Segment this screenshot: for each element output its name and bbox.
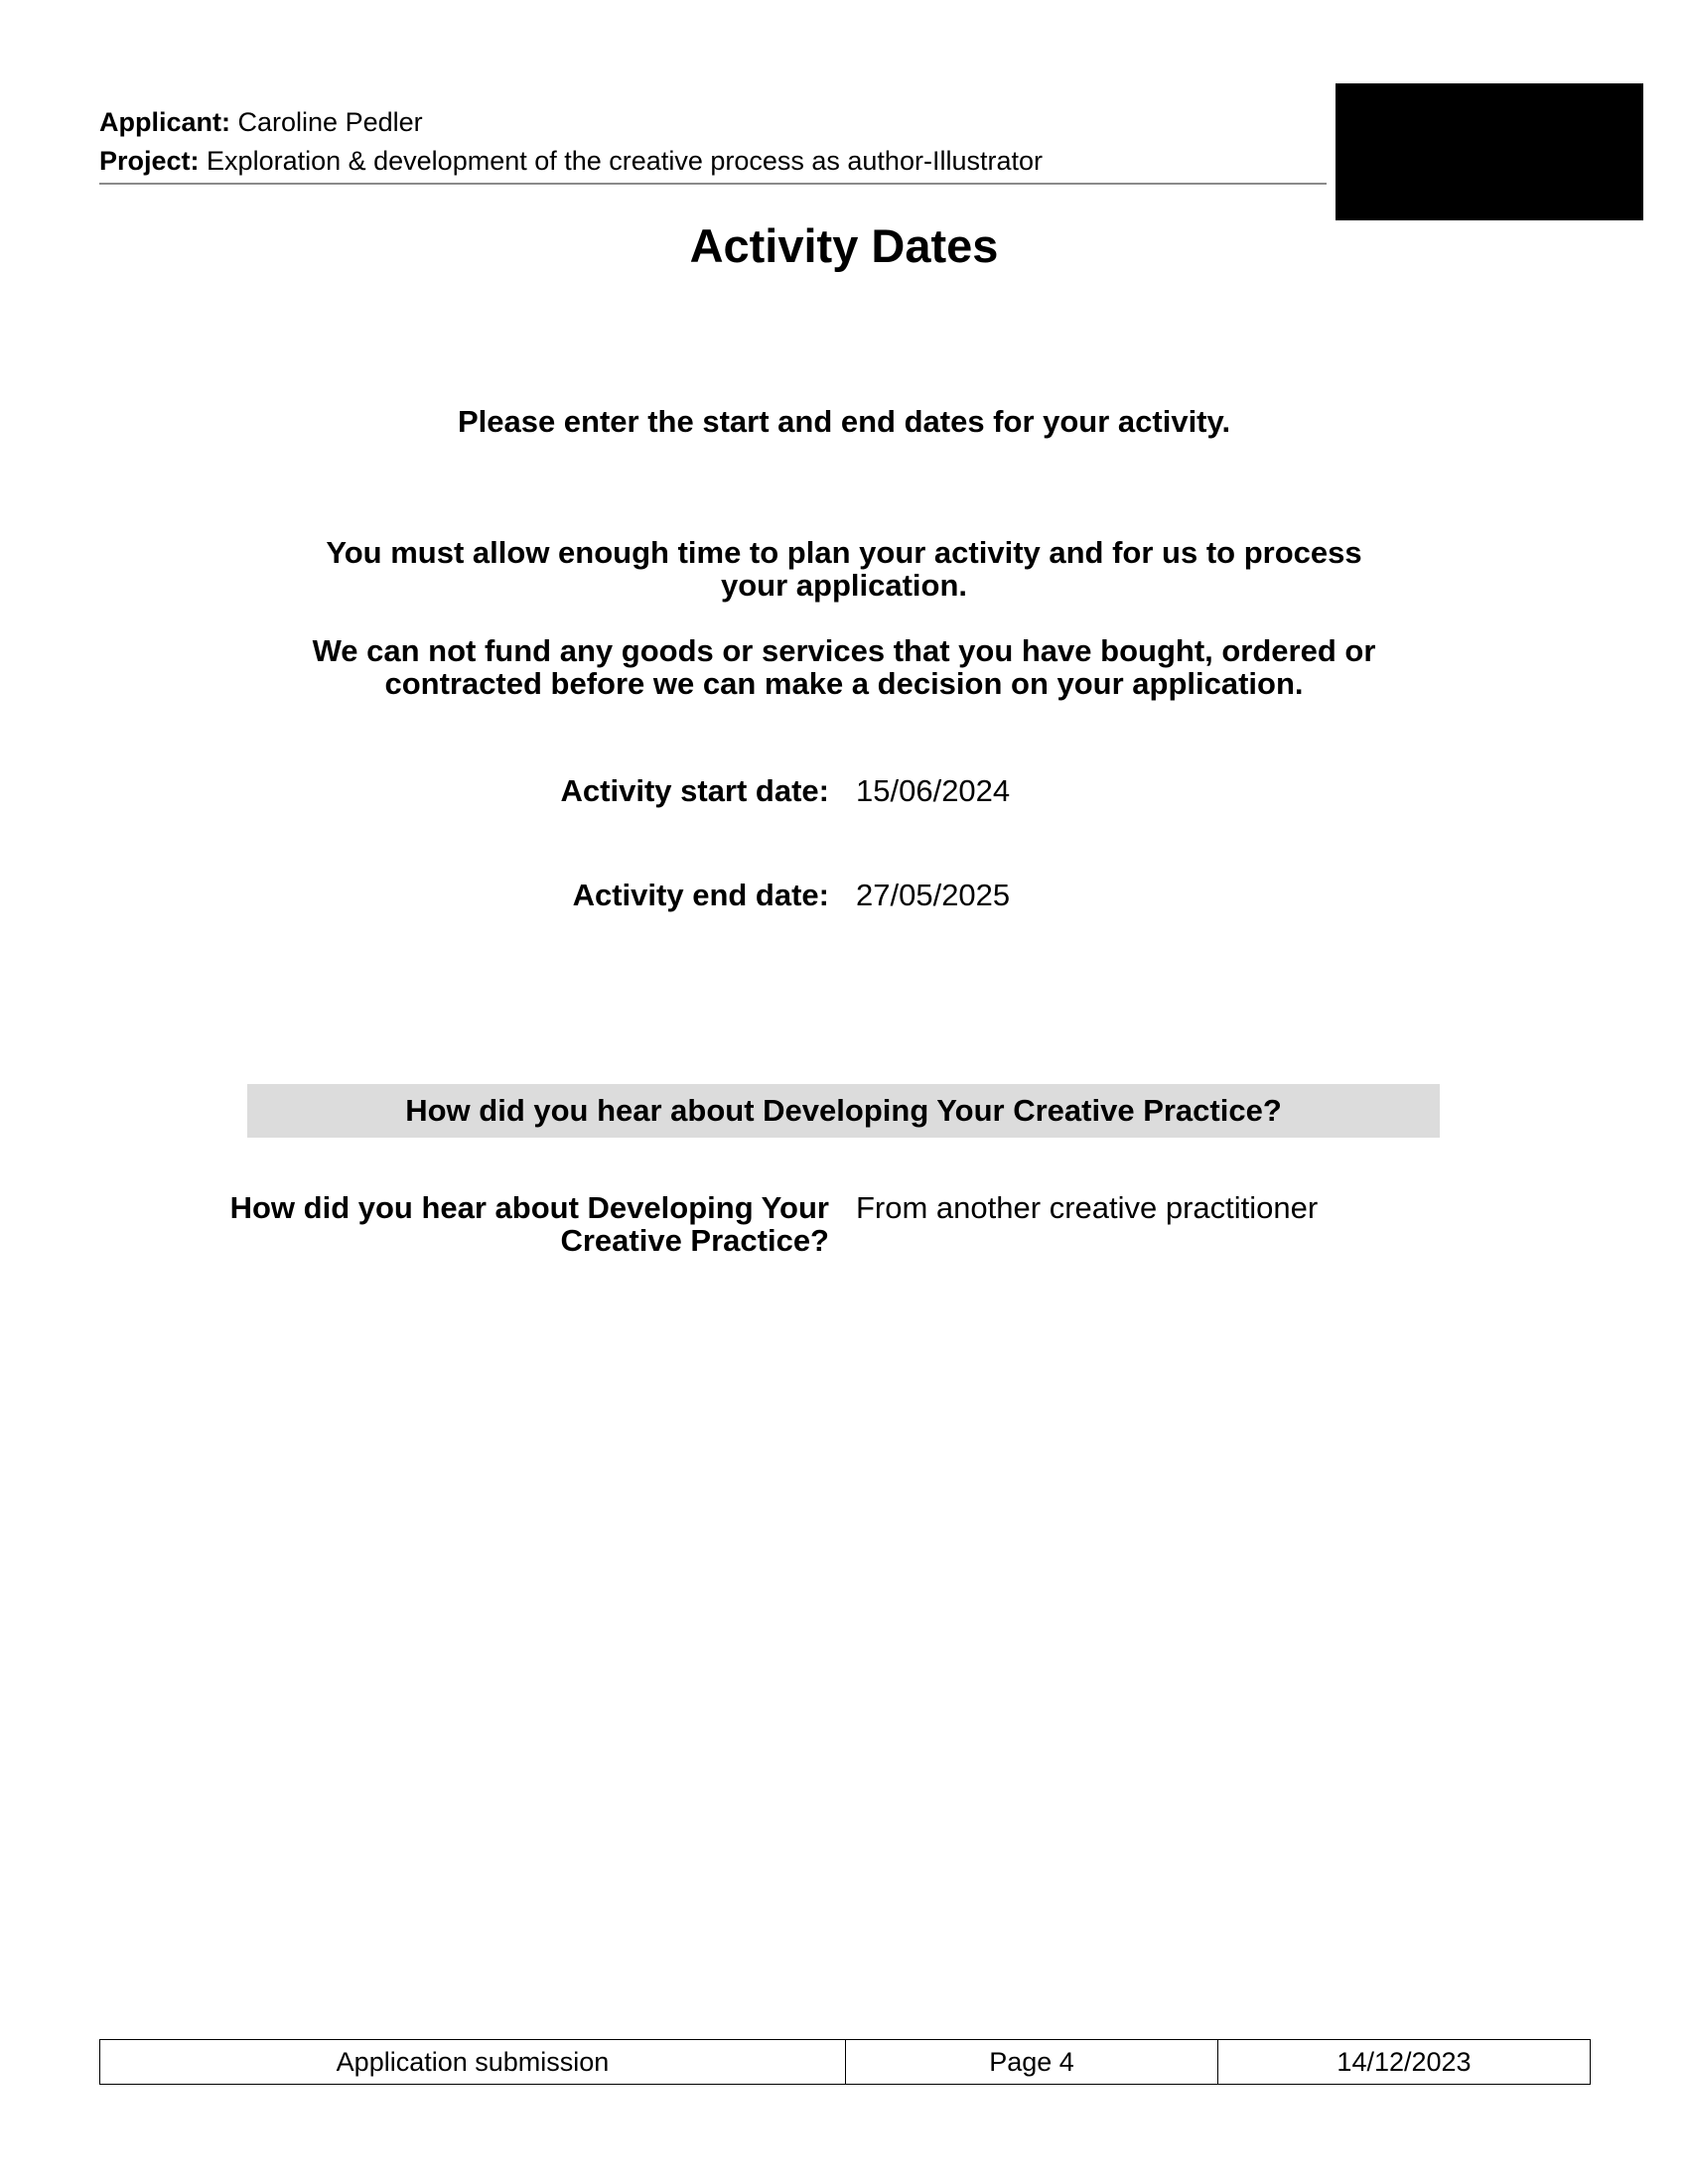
allow-time-line-1: You must allow enough time to plan your activity and for us to process bbox=[326, 535, 1362, 570]
page-title: Activity Dates bbox=[689, 219, 999, 272]
applicant-label: Applicant: bbox=[99, 107, 230, 137]
page-footer bbox=[99, 2039, 1591, 2085]
project-row bbox=[99, 142, 1327, 181]
document-header bbox=[99, 103, 1327, 185]
no-funding-notice bbox=[149, 634, 1539, 700]
allow-time-notice bbox=[149, 536, 1539, 602]
start-date-value: 15/06/2024 bbox=[856, 773, 1011, 808]
allow-time-line-2: your application. bbox=[720, 568, 968, 603]
redacted-logo-block bbox=[1336, 83, 1643, 220]
applicant-name: Caroline Pedler bbox=[237, 107, 423, 137]
hear-about-question bbox=[114, 1191, 829, 1257]
applicant-row bbox=[99, 103, 1327, 142]
section-heading: How did you hear about Developing Your Creative Practice? bbox=[247, 1084, 1440, 1138]
footer-page-number: Page 4 bbox=[846, 2040, 1218, 2084]
footer-date: 14/12/2023 bbox=[1336, 2046, 1472, 2077]
start-date-label: Activity start date: bbox=[560, 773, 829, 808]
end-date-label: Activity end date: bbox=[572, 878, 829, 912]
hear-about-question-line-1: How did you hear about Developing Your bbox=[229, 1190, 829, 1225]
hear-about-answer: From another creative practitioner bbox=[856, 1190, 1319, 1225]
end-date-value: 27/05/2025 bbox=[856, 878, 1011, 912]
footer-document-type: Application submission bbox=[100, 2040, 846, 2084]
enter-dates-instruction: Please enter the start and end dates for your activity. bbox=[457, 404, 1231, 439]
project-label: Project: bbox=[99, 146, 200, 176]
project-name: Exploration & development of the creative process as author-Illustrator bbox=[207, 146, 1043, 176]
no-funding-line-1: We can not fund any goods or services that you have bought, ordered or bbox=[312, 633, 1376, 668]
no-funding-line-2: contracted before we can make a decision on your application. bbox=[384, 666, 1304, 701]
hear-about-question-line-2: Creative Practice? bbox=[560, 1223, 829, 1258]
